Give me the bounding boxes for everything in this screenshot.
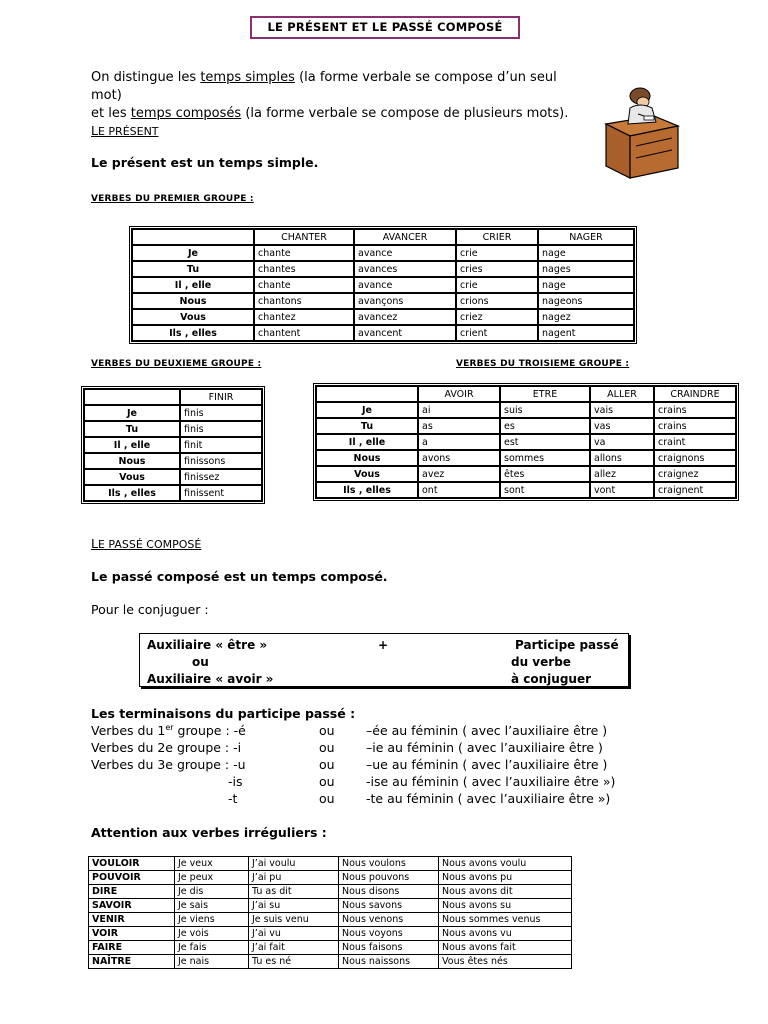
terminaison-feminine: –ie au féminin ( avec l’auxiliaire être )	[366, 740, 603, 755]
group3-pronoun: Tu	[316, 418, 418, 434]
group1-heading: VERBES DU PREMIER GROUPE :	[91, 194, 254, 204]
group3-pronoun: Il , elle	[316, 434, 418, 450]
group3-form: crains	[654, 418, 736, 434]
irregular-form: J’ai fait	[249, 941, 339, 955]
group1-form: crie	[456, 245, 538, 261]
a-conjuguer: à conjuguer	[511, 672, 592, 686]
heading-rest: E PASSÉ COMPOSÉ	[97, 538, 202, 551]
passe-statement: Le passé composé est un temps composé.	[91, 569, 388, 584]
group1-verb-header: NAGER	[538, 229, 634, 245]
formula-ou: ou	[192, 655, 209, 669]
irregular-form: Tu es né	[249, 955, 339, 969]
intro-text: (la forme verbale se compose d’un seul mot)	[91, 70, 557, 103]
terminaison-left	[91, 740, 241, 755]
group1-form: criez	[456, 309, 538, 325]
irregular-form: Nous sommes venus	[439, 913, 572, 927]
group1-form: nage	[538, 245, 634, 261]
group3-form: avons	[418, 450, 500, 466]
group1-pronoun: Il , elle	[132, 277, 254, 293]
irregular-form: Je vois	[175, 927, 249, 941]
group2-form: finis	[180, 405, 262, 421]
irregular-verb: FAIRE	[89, 941, 175, 955]
irregular-form: Nous avons fait	[439, 941, 572, 955]
group1-form: nagent	[538, 325, 634, 341]
group3-form: sont	[500, 482, 590, 498]
irregular-form: J’ai su	[249, 899, 339, 913]
present-statement: Le présent est un temps simple.	[91, 155, 319, 170]
group3-verb-header: CRAINDRE	[654, 386, 736, 402]
intro-text: et les	[91, 106, 131, 121]
group1-form: chantes	[254, 261, 354, 277]
conjuguer-label: Pour le conjuguer :	[91, 602, 209, 617]
group3-pronoun: Vous	[316, 466, 418, 482]
group3-form: ont	[418, 482, 500, 498]
irregular-form: Nous avons pu	[439, 871, 572, 885]
group3-pronoun: Nous	[316, 450, 418, 466]
group1-verb-header: AVANCER	[354, 229, 456, 245]
terminaison-left	[91, 757, 246, 772]
irregular-form: J’ai vu	[249, 927, 339, 941]
group1-pronoun: Vous	[132, 309, 254, 325]
terminaison-ou: ou	[319, 774, 335, 789]
irregular-verb: SAVOIR	[89, 899, 175, 913]
group1-form: avance	[354, 277, 456, 293]
group3-form: ai	[418, 402, 500, 418]
irregular-form: Nous naissons	[339, 955, 439, 969]
irregular-heading: Attention aux verbes irréguliers :	[91, 825, 327, 840]
irregular-row	[89, 857, 572, 871]
group1-verb-header: CRIER	[456, 229, 538, 245]
irregular-form: Je fais	[175, 941, 249, 955]
group3-form: allons	[590, 450, 654, 466]
terminaison-feminine: –ue au féminin ( avec l’auxiliaire être )	[366, 757, 608, 772]
irregular-form: Nous voulons	[339, 857, 439, 871]
irregular-form: J’ai pu	[249, 871, 339, 885]
group3-form: crains	[654, 402, 736, 418]
group1-form: cries	[456, 261, 538, 277]
group3-form: vont	[590, 482, 654, 498]
heading-initial: L	[91, 123, 98, 138]
group1-form: crions	[456, 293, 538, 309]
irregular-form: Je peux	[175, 871, 249, 885]
irregular-form: Tu as dit	[249, 885, 339, 899]
group1-form: chante	[254, 277, 354, 293]
group2-form: finissez	[180, 469, 262, 485]
group1-pronoun: Nous	[132, 293, 254, 309]
group2-pronoun: Vous	[84, 469, 180, 485]
irregular-form: Je suis venu	[249, 913, 339, 927]
group1-form: avançons	[354, 293, 456, 309]
group1-form: chantent	[254, 325, 354, 341]
du-verbe: du verbe	[511, 655, 571, 669]
irregular-verb: VOULOIR	[89, 857, 175, 871]
irregular-form: Nous avons su	[439, 899, 572, 913]
irregular-verb: DIRE	[89, 885, 175, 899]
irregular-verb: NAÎTRE	[89, 955, 175, 969]
irregular-row	[89, 913, 572, 927]
irregular-form: Nous avons voulu	[439, 857, 572, 871]
group2-pronoun: Je	[84, 405, 180, 421]
irregular-verb: VENIR	[89, 913, 175, 927]
group3-form: craignez	[654, 466, 736, 482]
group2-pronoun: Ils , elles	[84, 485, 180, 501]
group3-verb-header: AVOIR	[418, 386, 500, 402]
group3-form: allez	[590, 466, 654, 482]
irregular-form: Nous disons	[339, 885, 439, 899]
group2-form: finis	[180, 421, 262, 437]
irregular-form: Nous savons	[339, 899, 439, 913]
irregular-row	[89, 941, 572, 955]
terminaison-text: -is	[228, 774, 243, 789]
intro-text: On distingue les	[91, 70, 201, 85]
group3-pronoun: Je	[316, 402, 418, 418]
group1-form: nage	[538, 277, 634, 293]
irregular-form: Vous êtes nés	[439, 955, 572, 969]
group2-pronoun: Il , elle	[84, 437, 180, 453]
irregular-form: Je veux	[175, 857, 249, 871]
irregular-verbs-table	[88, 856, 572, 969]
terminaison-left	[228, 774, 243, 789]
group1-form: nagez	[538, 309, 634, 325]
group2-verb-header: FINIR	[180, 389, 262, 405]
group3-form: as	[418, 418, 500, 434]
irregular-verb: VOIR	[89, 927, 175, 941]
group1-form: chante	[254, 245, 354, 261]
terminaison-text: groupe : -é	[173, 723, 246, 739]
group1-form: nageons	[538, 293, 634, 309]
terminaison-ou: ou	[319, 740, 335, 755]
group1-pronoun: Ils , elles	[132, 325, 254, 341]
group3-form: a	[418, 434, 500, 450]
terminaison-feminine: –ée au féminin ( avec l’auxiliaire être )	[366, 723, 608, 738]
group3-form: est	[500, 434, 590, 450]
group3-form: craignent	[654, 482, 736, 498]
terminaison-ou: ou	[319, 791, 335, 806]
terminaison-ou: ou	[319, 757, 335, 772]
irregular-row	[89, 899, 572, 913]
irregular-form: Nous avons vu	[439, 927, 572, 941]
terminaison-text: Verbes du 3e groupe : -u	[91, 757, 246, 772]
aux-etre: Auxiliaire « être »	[147, 638, 268, 652]
group3-form: sommes	[500, 450, 590, 466]
group3-form: avez	[418, 466, 500, 482]
participe-passe: Participe passé	[515, 638, 619, 652]
irregular-form: Nous avons dit	[439, 885, 572, 899]
group3-form: vas	[590, 418, 654, 434]
group1-form: avance	[354, 245, 456, 261]
terminaison-feminine: -te au féminin ( avec l’auxiliaire être »)	[366, 791, 611, 806]
irregular-row	[89, 871, 572, 885]
group3-form: craint	[654, 434, 736, 450]
irregular-row	[89, 955, 572, 969]
group3-verb-header: ALLER	[590, 386, 654, 402]
group3-form: êtes	[500, 466, 590, 482]
terminaison-ou: ou	[319, 723, 335, 738]
group2-form: finissons	[180, 453, 262, 469]
irregular-row	[89, 927, 572, 941]
aux-avoir: Auxiliaire « avoir »	[147, 672, 274, 686]
group3-form: es	[500, 418, 590, 434]
irregular-row	[89, 885, 572, 899]
terminaison-left	[228, 791, 237, 806]
terminaison-feminine: -ise au féminin ( avec l’auxiliaire être »)	[366, 774, 616, 789]
page-title: LE PRÉSENT ET LE PASSÉ COMPOSÉ	[250, 16, 520, 39]
terminaison-text: Verbes du 2e groupe : -i	[91, 740, 242, 755]
intro-text: (la forme verbale se compose de plusieurs mots).	[241, 106, 569, 121]
group2-pronoun: Tu	[84, 421, 180, 437]
group3-pronoun: Ils , elles	[316, 482, 418, 498]
group1-form: avances	[354, 261, 456, 277]
temps-composes-term: temps composés	[130, 106, 242, 121]
formula-plus: +	[378, 638, 389, 652]
irregular-form: J’ai voulu	[249, 857, 339, 871]
group2-form: finit	[180, 437, 262, 453]
group3-heading: VERBES DU TROISIEME GROUPE :	[456, 359, 630, 369]
group1-form: crient	[456, 325, 538, 341]
group1-form: chantons	[254, 293, 354, 309]
group2-form: finissent	[180, 485, 262, 501]
group3-form: suis	[500, 402, 590, 418]
irregular-form: Nous venons	[339, 913, 439, 927]
irregular-form: Je dis	[175, 885, 249, 899]
group1-form: avancent	[354, 325, 456, 341]
group3-form: vais	[590, 402, 654, 418]
group1-pronoun: Je	[132, 245, 254, 261]
terminaison-sup: er	[165, 723, 174, 732]
group1-form: avancez	[354, 309, 456, 325]
irregular-form: Nous faisons	[339, 941, 439, 955]
temps-simples-term: temps simples	[200, 70, 295, 85]
heading-rest: E PRÉSENT	[97, 125, 159, 138]
heading-initial: L	[91, 536, 98, 551]
irregular-form: Je nais	[175, 955, 249, 969]
group1-form: crie	[456, 277, 538, 293]
group2-heading: VERBES DU DEUXIEME GROUPE :	[91, 359, 262, 369]
terminaison-text: -t	[228, 791, 238, 806]
group1-pronoun: Tu	[132, 261, 254, 277]
irregular-form: Nous voyons	[339, 927, 439, 941]
irregular-verb: POUVOIR	[89, 871, 175, 885]
terminaison-text: Verbes du 1	[91, 723, 166, 739]
group3-form: va	[590, 434, 654, 450]
group1-form: chantez	[254, 309, 354, 325]
terminaisons-heading: Les terminaisons du participe passé :	[91, 706, 356, 721]
irregular-form: Je sais	[175, 899, 249, 913]
group3-verb-header: ETRE	[500, 386, 590, 402]
group1-form: nages	[538, 261, 634, 277]
group1-verb-header: CHANTER	[254, 229, 354, 245]
group2-pronoun: Nous	[84, 453, 180, 469]
terminaison-left	[91, 723, 246, 738]
irregular-form: Nous pouvons	[339, 871, 439, 885]
group3-form: craignons	[654, 450, 736, 466]
irregular-form: Je viens	[175, 913, 249, 927]
